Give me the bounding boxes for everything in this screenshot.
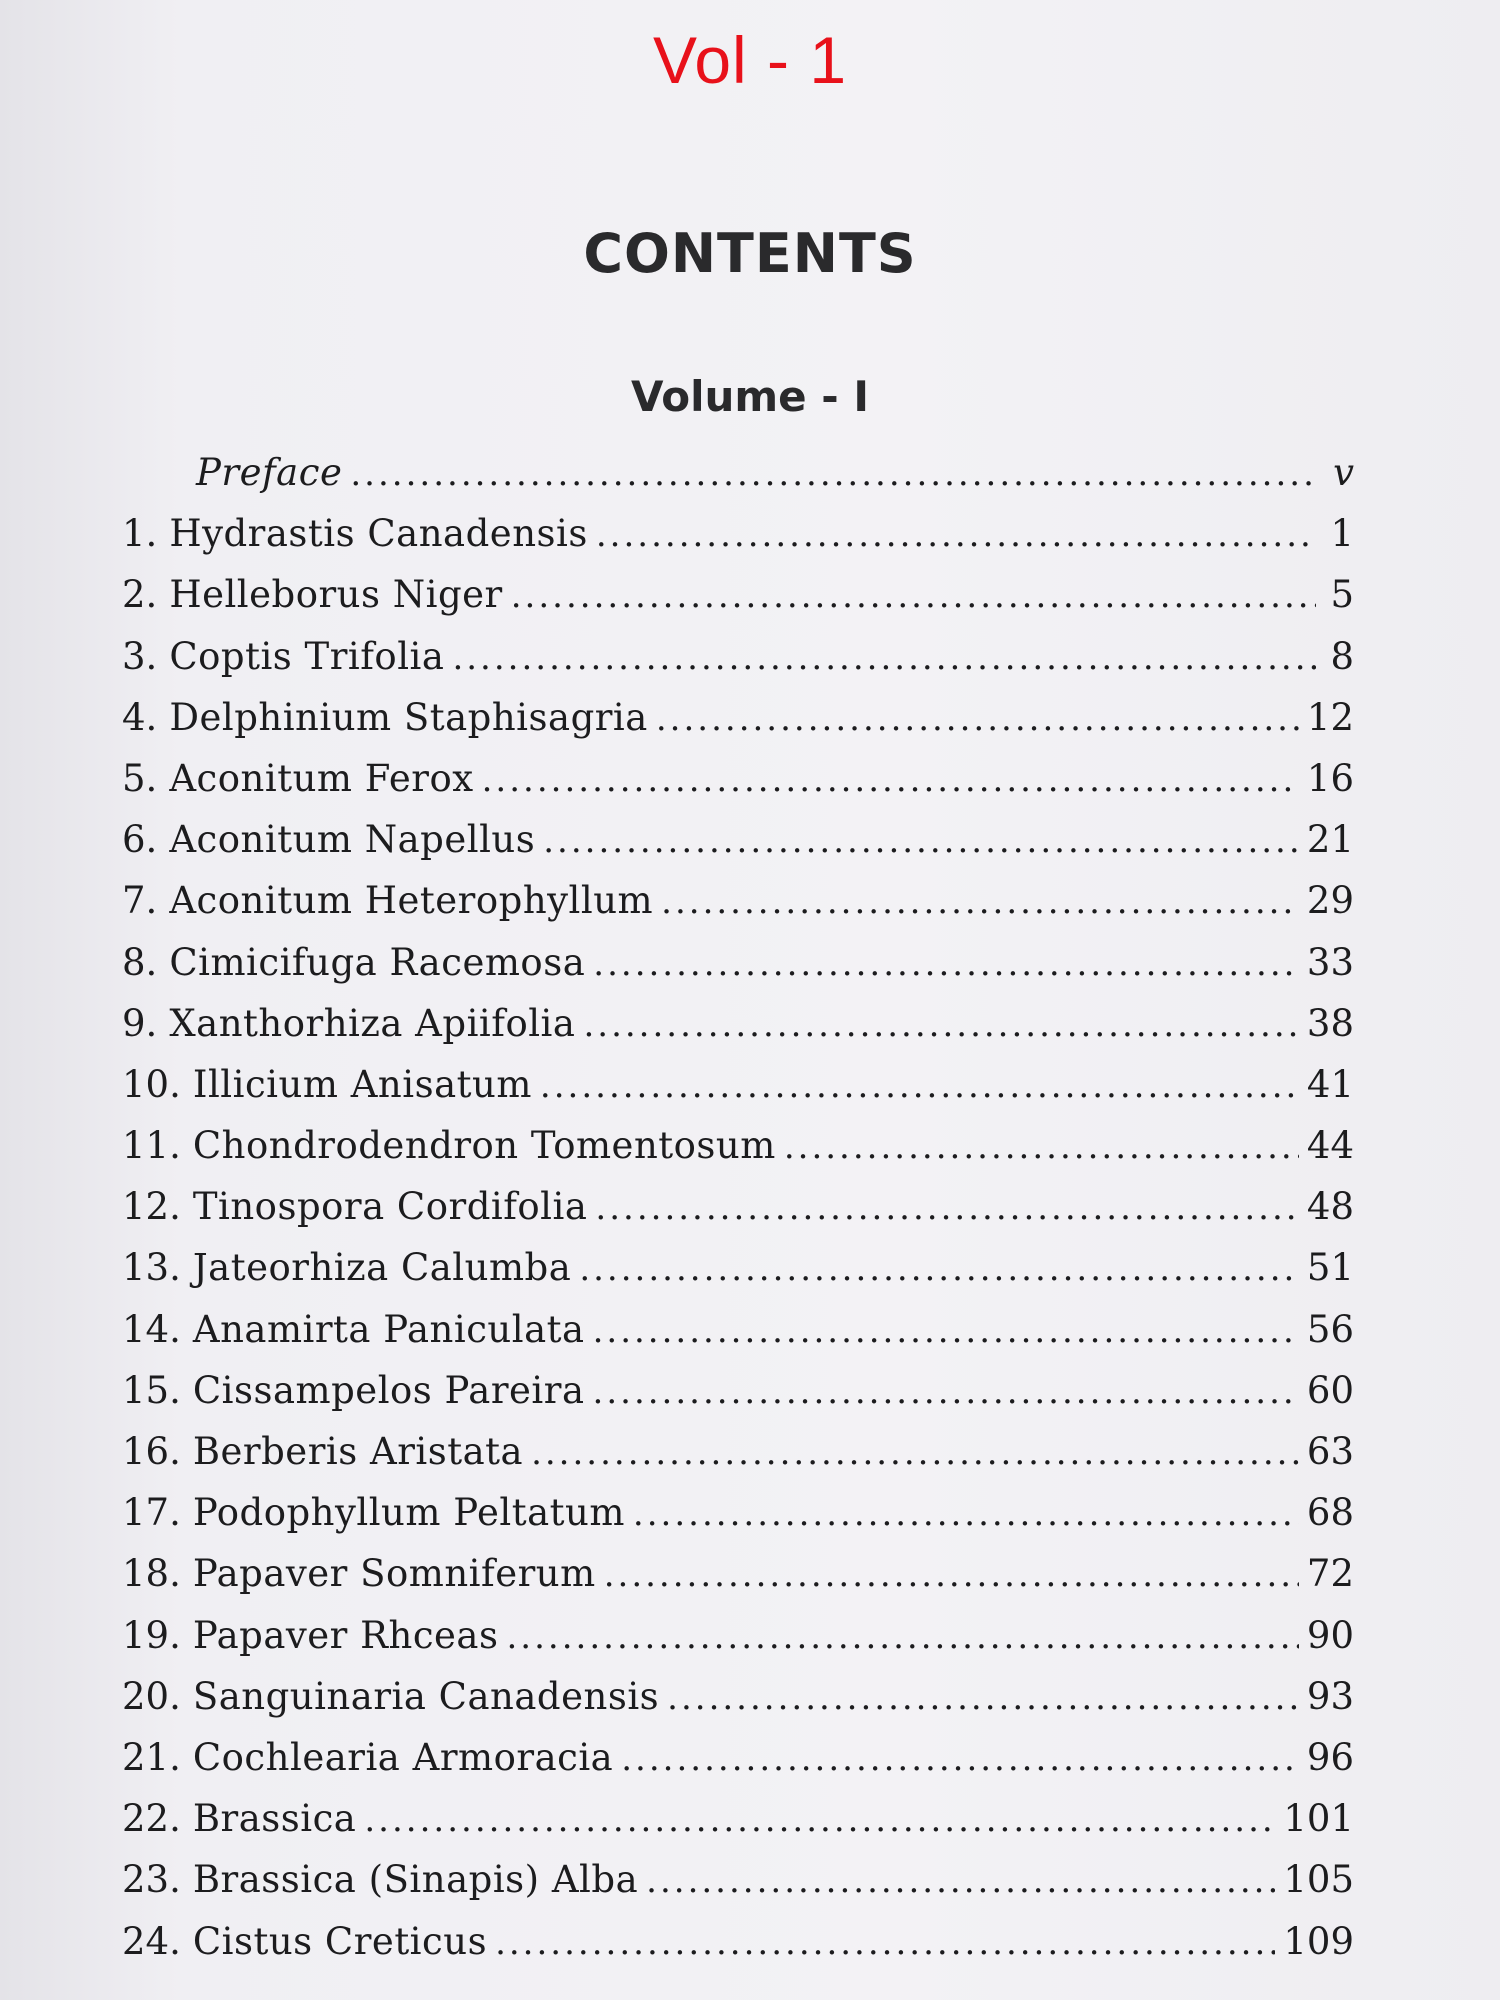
dot-leader: [596, 503, 1316, 566]
toc-page-number: 109: [1283, 1919, 1354, 1963]
toc-page-number: 1: [1330, 512, 1354, 556]
toc-row: [122, 1666, 1354, 1727]
toc-number: 9.: [122, 1001, 158, 1045]
toc-title: Helleborus Niger: [169, 573, 503, 617]
toc-row: [122, 748, 1354, 809]
toc-page-number: 93: [1306, 1674, 1354, 1718]
dot-leader: [350, 442, 1316, 505]
toc-title: Aconitum Heterophyllum: [169, 879, 654, 923]
toc-page-number: 21: [1306, 818, 1354, 862]
toc-title: Cimicifuga Racemosa: [169, 940, 586, 984]
toc-number: 15.: [122, 1368, 181, 1412]
dot-leader: [543, 809, 1299, 872]
toc-number: 5.: [122, 756, 158, 800]
toc-row: [122, 1115, 1354, 1176]
toc-title: Papaver Rhceas: [192, 1613, 499, 1657]
dot-leader: [667, 1666, 1299, 1729]
toc-number: 16.: [122, 1430, 181, 1473]
dot-leader: [595, 1176, 1299, 1239]
toc-row: [122, 1054, 1354, 1115]
toc-row: [122, 1237, 1354, 1298]
dot-leader: [784, 1115, 1299, 1178]
toc-title: Preface: [196, 451, 343, 494]
toc-title: Cistus Creticus: [192, 1919, 488, 1963]
toc-number: 23.: [122, 1858, 181, 1902]
toc-number: 4.: [122, 695, 158, 739]
toc-title: Podophyllum Peltatum: [192, 1491, 625, 1535]
dot-leader: [579, 1237, 1299, 1300]
toc-page-number: 5: [1330, 573, 1354, 617]
toc-title: Hydrastis Canadensis: [169, 512, 588, 556]
dot-leader: [495, 1911, 1275, 1974]
toc-page-number: 29: [1306, 879, 1354, 923]
toc-number: 6.: [122, 818, 158, 862]
toc-number: 24.: [122, 1919, 181, 1963]
toc-title: Xanthorhiza Apiifolia: [169, 1001, 576, 1045]
toc-row: [122, 564, 1354, 625]
toc-number: 8.: [122, 940, 158, 984]
toc-title: Brassica: [192, 1797, 357, 1841]
toc-page-number: 12: [1306, 695, 1354, 739]
dot-leader: [604, 1543, 1299, 1606]
toc-title: Cochlearia Armoracia: [192, 1735, 614, 1779]
dot-leader: [593, 932, 1299, 995]
toc-title: Illicium Anisatum: [192, 1062, 532, 1106]
toc-row: [122, 1482, 1354, 1543]
toc-number: 11.: [122, 1124, 181, 1168]
dot-leader: [482, 748, 1299, 811]
toc-row: [122, 1176, 1354, 1237]
dot-leader: [656, 687, 1299, 750]
table-of-contents: [122, 442, 1354, 1972]
toc-title: Aconitum Ferox: [169, 756, 474, 800]
toc-row: [122, 687, 1354, 748]
toc-page-number: 44: [1306, 1124, 1354, 1168]
toc-title: Chondrodendron Tomentosum: [192, 1124, 776, 1168]
toc-title: Anamirta Paniculata: [192, 1307, 585, 1351]
toc-row-preface: [122, 442, 1354, 503]
toc-title: Tinospora Cordifolia: [192, 1185, 588, 1229]
toc-page-number: 8: [1330, 634, 1354, 678]
dot-leader: [511, 564, 1316, 627]
toc-row: [122, 870, 1354, 931]
toc-number: 21.: [122, 1735, 181, 1779]
toc-page-number: 96: [1306, 1735, 1354, 1779]
toc-page-number: 60: [1306, 1368, 1354, 1412]
toc-number: 13.: [122, 1246, 181, 1290]
toc-row: [122, 1360, 1354, 1421]
toc-row: [122, 993, 1354, 1054]
toc-page-number: 38: [1306, 1001, 1354, 1045]
dot-leader: [583, 993, 1298, 1056]
dot-leader: [540, 1054, 1299, 1117]
toc-title: Aconitum Napellus: [169, 818, 536, 862]
dot-leader: [364, 1788, 1275, 1851]
dot-leader: [506, 1605, 1298, 1668]
toc-number: 10.: [122, 1062, 181, 1106]
toc-page-number: 48: [1306, 1185, 1354, 1229]
volume-subtitle: Volume - I: [631, 372, 869, 421]
toc-row: [122, 1299, 1354, 1360]
toc-number: 22.: [122, 1797, 181, 1841]
toc-row: [122, 1421, 1354, 1482]
toc-title: Papaver Somniferum: [192, 1552, 596, 1596]
toc-number: 3.: [122, 634, 158, 678]
toc-row: [122, 1605, 1354, 1666]
dot-leader: [633, 1482, 1299, 1545]
toc-title: Jateorhiza Calumba: [192, 1246, 572, 1290]
toc-title: Brassica (Sinapis) Alba: [192, 1858, 639, 1902]
volume-tag: Vol - 1: [652, 23, 848, 97]
toc-title: Coptis Trifolia: [169, 634, 445, 678]
dot-leader: [661, 870, 1299, 933]
toc-title: Sanguinaria Canadensis: [192, 1674, 660, 1718]
dot-leader: [531, 1421, 1299, 1484]
toc-row: [122, 503, 1354, 564]
toc-number: 17.: [122, 1491, 181, 1535]
toc-number: 2.: [122, 573, 158, 617]
toc-number: 18.: [122, 1552, 181, 1596]
toc-number: 1.: [122, 512, 158, 556]
toc-row: [122, 1849, 1354, 1910]
toc-page-number: 41: [1306, 1062, 1354, 1106]
toc-number: 19.: [122, 1613, 181, 1657]
toc-number: 14.: [122, 1307, 181, 1351]
toc-page-number: v: [1333, 451, 1354, 494]
toc-page-number: 16: [1306, 756, 1354, 800]
toc-page-number: 68: [1306, 1491, 1354, 1535]
toc-page-number: 33: [1306, 940, 1354, 984]
dot-leader: [593, 1299, 1299, 1362]
toc-page-number: 51: [1306, 1246, 1354, 1290]
toc-page-number: 72: [1306, 1552, 1354, 1596]
dot-leader: [621, 1727, 1299, 1790]
page-title: CONTENTS: [583, 222, 917, 285]
toc-row: [122, 1788, 1354, 1849]
toc-page-number: 63: [1306, 1430, 1354, 1473]
toc-page-number: 101: [1283, 1797, 1354, 1841]
toc-page-number: 105: [1283, 1858, 1354, 1902]
toc-number: 12.: [122, 1185, 181, 1229]
dot-leader: [452, 626, 1316, 689]
toc-row: [122, 1543, 1354, 1604]
toc-page-number: 56: [1306, 1307, 1354, 1351]
toc-row: [122, 809, 1354, 870]
toc-row: [122, 1727, 1354, 1788]
toc-title: Berberis Aristata: [192, 1430, 524, 1473]
toc-title: Delphinium Staphisagria: [169, 695, 648, 739]
toc-row: [122, 1911, 1354, 1972]
toc-title: Cissampelos Pareira: [192, 1368, 585, 1412]
dot-leader: [593, 1360, 1299, 1423]
toc-number: 7.: [122, 879, 158, 923]
dot-leader: [646, 1849, 1275, 1912]
toc-number: 20.: [122, 1674, 181, 1718]
toc-page-number: 90: [1306, 1613, 1354, 1657]
toc-row: [122, 932, 1354, 993]
toc-row: [122, 626, 1354, 687]
